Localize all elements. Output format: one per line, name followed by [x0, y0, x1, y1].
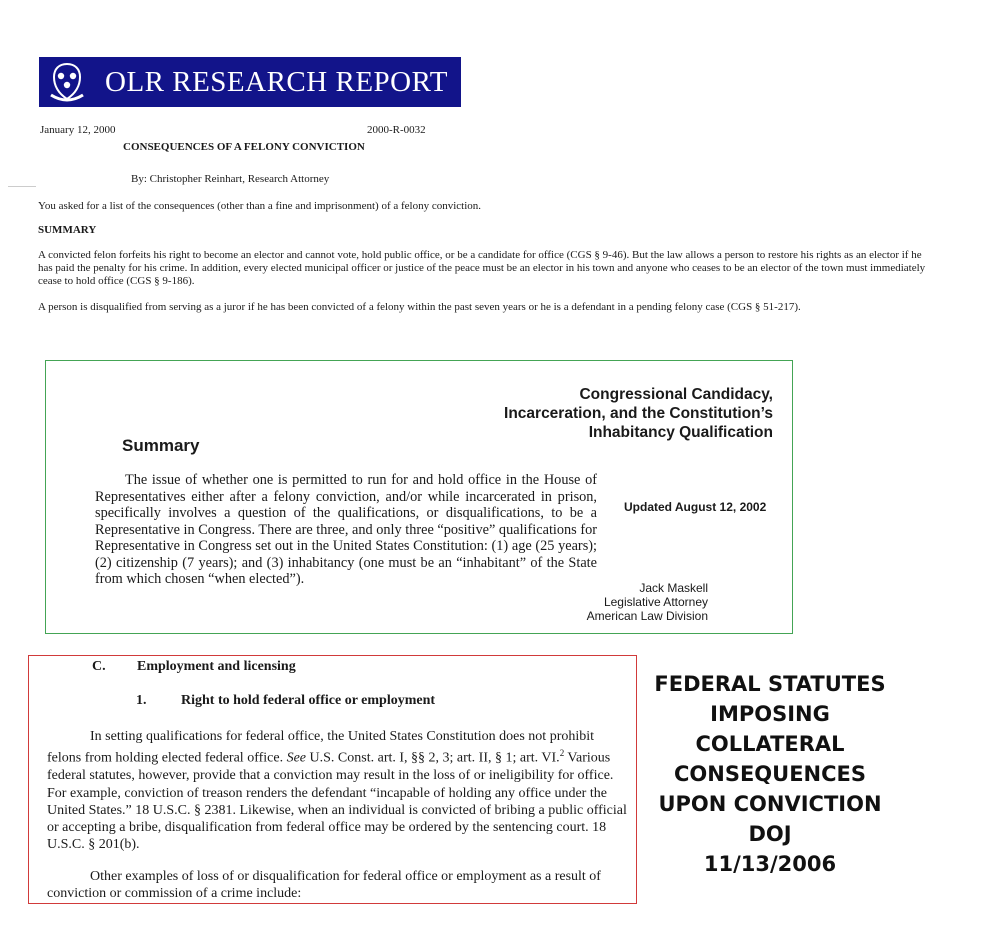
- caption-line: FEDERAL STATUTES: [654, 672, 886, 696]
- paragraph-text: In setting qualifications for federal office, the United States Constitution does not prohibit felons from holding elected federal office.: [47, 729, 595, 766]
- caption: [645, 669, 895, 879]
- report-request: You asked for a list of the consequences (other than a fine and imprisonment) of a felony conviction.: [38, 200, 482, 212]
- report-heading: CONSEQUENCES OF A FELONY CONVICTION: [123, 141, 365, 153]
- caption-line: DOJ: [748, 822, 792, 846]
- footnote-marker: 2: [559, 748, 565, 759]
- report-date: January 12, 2000: [40, 124, 116, 136]
- crs-title: [504, 385, 773, 442]
- paragraph-text: U.S. Const. art. I, §§ 2, 3; art. II, § 1; art. VI.: [306, 750, 560, 766]
- crs-title-line: Inhabitancy Qualification: [588, 424, 773, 441]
- caption-line: COLLATERAL: [695, 732, 845, 756]
- caption-line: CONSEQUENCES: [673, 762, 866, 786]
- divider: [8, 186, 36, 187]
- crs-author-block: [587, 581, 708, 623]
- author-division: American Law Division: [586, 609, 708, 623]
- crs-summary-heading: Summary: [122, 436, 200, 455]
- paragraph-text: Various federal statutes, however, provide that a conviction may result in the loss of or ineligibility for office. For example, conviction of treason renders the defendant “incapable of holding any office under the United States.” 18 U.S.C. § 2381. Likewise, when an individual is convicted of bribing a public official or accepting a bribe, disqualification from federal office may be ordered by the sentencing court. 18 U.S.C. § 201(b).: [47, 750, 627, 853]
- report-paragraph: A convicted felon forfeits his right to become an elector and cannot vote, hold public office, or be a candidate for office (CGS § 9-46). But the law allows a person to restore his rights as an elector if he has paid the penalty for his crime. In addition, every elected municipal officer or justice of the peace must be an elector in his town and anyone who ceases to be an elector of the town must immediately cease to hold office (CGS § 9-186).: [38, 249, 926, 287]
- see-signal: See: [286, 750, 307, 766]
- author-title: Legislative Attorney: [603, 595, 708, 609]
- caption-line: 11/13/2006: [703, 852, 837, 876]
- crs-title-line: Incarceration, and the Constitution’s: [504, 405, 773, 422]
- author-name: Jack Maskell: [639, 581, 708, 595]
- crs-excerpt-box: [45, 360, 793, 634]
- caption-line: UPON CONVICTION: [658, 792, 882, 816]
- report-banner-title: OLR RESEARCH REPORT: [105, 65, 448, 98]
- section-title: Employment and licensing: [137, 659, 296, 674]
- caption-line: IMPOSING: [710, 702, 830, 726]
- crs-summary-body: The issue of whether one is permitted to run for and hold office in the House of Representatives either after a felony conviction, and/or while incarcerated in prison, specifically involves a question of the qualifications, or disqualifications, to be a Representative in Congress. There are three, and only three “positive” qualifications for Representative in Congress set out in the United States Constitution: (1) age (25 years); (2) citizenship (7 years); and (3) inhabitancy (one must be an “inhabitant” of the State from which chosen “when elected”).: [95, 472, 597, 587]
- doj-paragraph: Other examples of loss of or disqualification for federal office or employment as a result of conviction or commission of a crime include:: [47, 869, 601, 902]
- doj-excerpt-box: [28, 655, 637, 904]
- report-number: 2000-R-0032: [367, 124, 426, 136]
- olr-banner: [39, 57, 461, 107]
- subsection-number: 1.: [136, 693, 147, 708]
- connecticut-seal-icon: [39, 57, 95, 107]
- section-letter: C.: [92, 659, 106, 674]
- crs-updated-date: Updated August 12, 2002: [624, 500, 767, 514]
- subsection-title: Right to hold federal office or employment: [181, 693, 436, 708]
- crs-title-line: Congressional Candidacy,: [579, 386, 773, 403]
- doj-paragraph: [47, 728, 629, 854]
- report-paragraph: A person is disqualified from serving as a juror if he has been convicted of a felony within the past seven years or he is a defendant in a pending felony case (CGS § 51-217).: [38, 301, 801, 313]
- report-summary-heading: SUMMARY: [38, 224, 97, 236]
- report-byline: By: Christopher Reinhart, Research Attorney: [131, 173, 330, 185]
